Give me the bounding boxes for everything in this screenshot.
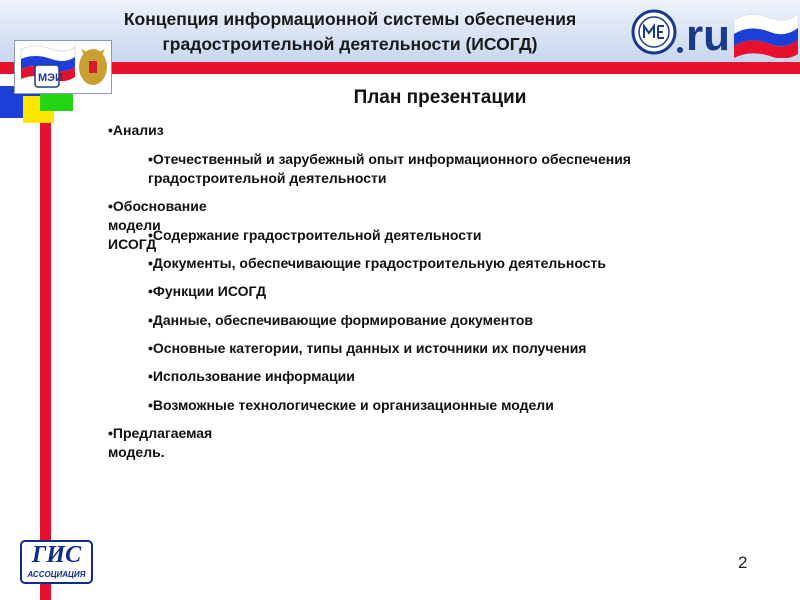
svg-text:МЭИ: МЭИ — [38, 72, 63, 84]
gis-association-logo — [20, 540, 93, 584]
green-decor-square — [40, 93, 73, 111]
gis-logo-main-text: ГИС — [31, 542, 82, 568]
slide-title-line-1: Концепция информационной системы обеспечения — [123, 9, 577, 29]
plan-title: План презентации — [353, 87, 527, 108]
agenda-subitem-content: •Содержание градостроительной деятельности — [148, 227, 482, 243]
agenda-subitem-data: •Данные, обеспечивающие формирование документов — [148, 312, 534, 328]
ru-logo-text: ru — [686, 11, 730, 58]
slide-header — [0, 0, 800, 63]
agenda-item-model-rationale: •Обоснование модели ИСОГД — [108, 198, 207, 252]
agenda-subitem-usage: •Использование информации — [148, 368, 355, 384]
agenda-subitem-documents: •Документы, обеспечивающие градостроительную деятельность — [148, 255, 606, 271]
slide-title-line-2: градостроительной деятельности (ИСОГД) — [162, 34, 538, 54]
mei-ru-logo — [630, 6, 800, 58]
page-number: 2 — [738, 553, 748, 572]
russia-flag-eagle-icon — [15, 41, 111, 93]
emblem-panel — [14, 40, 112, 94]
agenda-subitem-functions: •Функции ИСОГД — [148, 283, 267, 299]
agenda-item-analysis: •Анализ — [108, 122, 164, 138]
agenda-item-proposed-model: •Предлагаемая модель. — [108, 425, 213, 460]
agenda-subitem-experience-cont: градостроительной деятельности — [148, 170, 387, 186]
red-vertical-bar — [40, 62, 51, 600]
agenda-subitem-categories: •Основные категории, типы данных и источники их получения — [148, 340, 587, 356]
gis-logo-sub-text: АССОЦИАЦИЯ — [27, 570, 86, 579]
agenda-subitem-experience: •Отечественный и зарубежный опыт информационного обеспечения — [148, 151, 631, 167]
red-horizontal-bar — [0, 62, 800, 74]
agenda-subitem-models: •Возможные технологические и организационные модели — [148, 397, 554, 413]
